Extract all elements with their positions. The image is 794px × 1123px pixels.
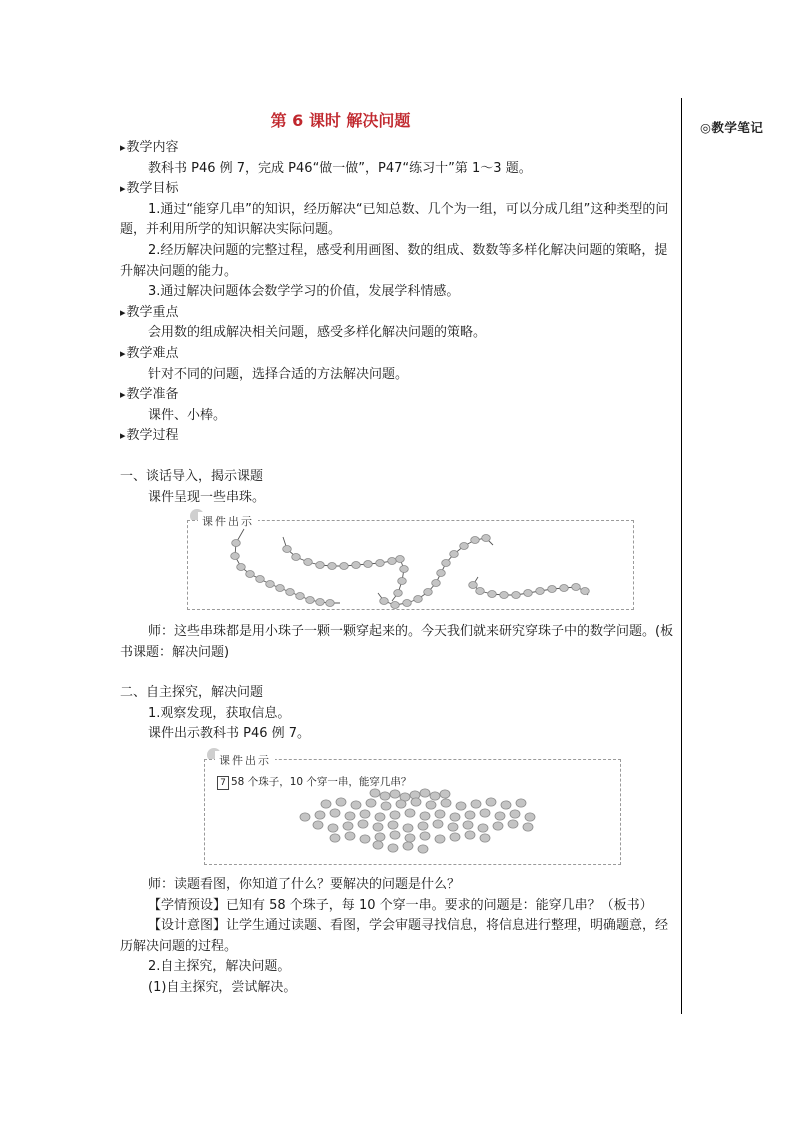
bead (435, 835, 445, 843)
design-intent: 【设计意图】让学生通过读题、看图，学会审题寻找信息，将信息进行整理，明确题意，经历解决问题的过程。 (120, 918, 669, 954)
bead (296, 593, 305, 600)
bead (448, 823, 458, 831)
bead (405, 834, 415, 842)
goal-item-1: 1.通过“能穿几串”的知识，经历解决“已知总数、几个为一组，可以分成几组”这种类型的问题，并利用所学的知识解决实际问题。 (120, 201, 669, 238)
bead (418, 822, 428, 830)
part2-step1: 1.观察发现，获取信息。 (148, 705, 291, 721)
bead (388, 558, 397, 565)
section-heading-process: ▸ 教学过程 (120, 426, 678, 447)
bead (373, 823, 383, 831)
bead (276, 585, 285, 592)
bead (471, 537, 480, 544)
bead (237, 564, 246, 571)
bead (256, 576, 265, 583)
bead (345, 832, 355, 840)
section-heading-goals: ▸ 教学目标 (120, 179, 678, 200)
bead (398, 578, 407, 585)
bead (390, 790, 400, 798)
bead (266, 581, 275, 588)
teaching-notes-label: ◎教学笔记 (700, 120, 764, 135)
bead (430, 792, 440, 800)
bead (411, 798, 421, 806)
bead (321, 800, 331, 808)
bead (345, 812, 355, 820)
goal-item-3: 3.通过解决问题体会数学学习的价值，发展学科情感。 (148, 284, 460, 300)
figure-label: 课件出示 (198, 512, 258, 533)
bead (370, 789, 380, 797)
bead (316, 562, 325, 569)
bead (450, 813, 460, 821)
bead (433, 820, 443, 828)
example-figure (204, 754, 621, 865)
bead (405, 809, 415, 817)
loose-beads-illustration (205, 760, 620, 864)
bead (328, 563, 337, 570)
bead (375, 813, 385, 821)
bead (424, 589, 433, 596)
bead (300, 813, 310, 821)
bead-strings-figure (187, 515, 634, 610)
section-heading-prep: ▸ 教学准备 (120, 385, 678, 406)
bead (441, 799, 451, 807)
bead (524, 590, 533, 597)
bead (420, 812, 430, 820)
bead (388, 844, 398, 852)
bead (469, 582, 478, 589)
bead (450, 551, 459, 558)
content-text: 教科书 P46 例 7，完成 P46“做一做”，P47“练习十”第 1～3 题。 (148, 160, 532, 176)
bead (495, 812, 505, 820)
bead (488, 591, 497, 598)
prep-text: 课件、小棒。 (148, 407, 227, 423)
bead (380, 792, 390, 800)
bead (456, 802, 466, 810)
part2-heading: 二、自主探究，解决问题 (120, 685, 264, 701)
example-number: 7 (217, 776, 229, 790)
bead (246, 571, 255, 578)
bead (364, 561, 373, 568)
bead (465, 811, 475, 819)
bead (460, 543, 469, 550)
bead (390, 831, 400, 839)
bead (358, 820, 368, 828)
bead (493, 822, 503, 830)
lesson-title: 第 6 课时 解决问题 (270, 111, 411, 130)
bead (432, 580, 441, 587)
bead (336, 798, 346, 806)
bead (231, 553, 240, 560)
bead (292, 554, 301, 561)
bead (548, 586, 557, 593)
bead (343, 822, 353, 830)
bead (442, 560, 451, 567)
bead (366, 799, 376, 807)
learning-preset: 【学情预设】已知有 58 个珠子，每 10 个穿一串。要求的问题是：能穿几串？（板书） (148, 897, 653, 913)
bead (304, 559, 313, 566)
bead (396, 556, 405, 563)
bead (465, 831, 475, 839)
bead (400, 566, 409, 573)
bead (486, 798, 496, 806)
bead (283, 546, 292, 553)
bead (435, 810, 445, 818)
bead (480, 834, 490, 842)
bead (360, 835, 370, 843)
lesson-body (120, 138, 678, 999)
bead (480, 809, 490, 817)
bead (381, 802, 391, 810)
bead (476, 588, 485, 595)
bead (560, 585, 569, 592)
bead (394, 590, 403, 597)
bead (388, 821, 398, 829)
section-heading-content: ▸ 教学内容 (120, 138, 678, 159)
part2-step2: 2.自主探究，解决问题。 (148, 959, 291, 975)
bead (391, 602, 400, 609)
bead (437, 570, 446, 577)
bead (516, 799, 526, 807)
bead (463, 821, 473, 829)
bead (414, 596, 423, 603)
bead (330, 809, 340, 817)
bead (525, 813, 535, 821)
bead (420, 789, 430, 797)
bead (396, 800, 406, 808)
part1-heading: 一、谈话导入，揭示课题 (120, 468, 264, 484)
bead (572, 584, 581, 591)
bead-strings-illustration (188, 521, 633, 609)
part1-line1: 课件呈现一些串珠。 (148, 489, 266, 505)
bead (581, 588, 590, 595)
bead (375, 833, 385, 841)
bead (390, 811, 400, 819)
bead (523, 823, 533, 831)
bead (512, 592, 521, 599)
bead (328, 824, 338, 832)
section-heading-key: ▸ 教学重点 (120, 303, 678, 324)
bead (450, 833, 460, 841)
bead (403, 824, 413, 832)
bead (501, 801, 511, 809)
bead (440, 790, 450, 798)
part2-teacher: 师：读题看图，你知道了什么？要解决的问题是什么？ (148, 877, 461, 893)
part2-step2-1: (1)自主探究，尝试解决。 (148, 980, 297, 996)
bead (536, 588, 545, 595)
bead (482, 535, 491, 542)
bead (351, 801, 361, 809)
bead (380, 598, 389, 605)
bead (340, 563, 349, 570)
bead (478, 824, 488, 832)
bead (315, 811, 325, 819)
notes-divider (681, 98, 682, 1014)
bead (471, 800, 481, 808)
bead (418, 845, 428, 853)
bead (508, 820, 518, 828)
key-text: 会用数的组成解决相关问题，感受多样化解决问题的策略。 (148, 325, 487, 341)
bead (330, 834, 340, 842)
bead (232, 540, 241, 547)
part1-teacher: 师：这些串珠都是用小珠子一颗一颗穿起来的。今天我们就来研究穿珠子中的数学问题。(板书课题：解决问题) (120, 624, 674, 660)
bead (500, 592, 509, 599)
bead (426, 801, 436, 809)
section-heading-difficulty: ▸ 教学难点 (120, 344, 678, 365)
figure-label: 课件出示 (215, 751, 275, 772)
goal-item-2: 2.经历解决问题的完整过程，感受利用画图、数的组成、数数等多样化解决问题的策略，提升解决问题的能力。 (120, 242, 668, 279)
bead (420, 832, 430, 840)
bead (352, 562, 361, 569)
bead (306, 597, 315, 604)
bead (373, 841, 383, 849)
bead (376, 560, 385, 567)
example-question: 7 58 个珠子，10 个穿一串，能穿几串？ (217, 772, 411, 793)
bead (326, 600, 335, 607)
part2-step1-line: 课件出示教科书 P46 例 7。 (148, 726, 311, 742)
bead (316, 599, 325, 606)
bead (313, 821, 323, 829)
bead (403, 842, 413, 850)
difficulty-text: 针对不同的问题，选择合适的方法解决问题。 (148, 366, 409, 382)
bead (360, 810, 370, 818)
bead (510, 810, 520, 818)
bead (286, 589, 295, 596)
bead (403, 600, 412, 607)
